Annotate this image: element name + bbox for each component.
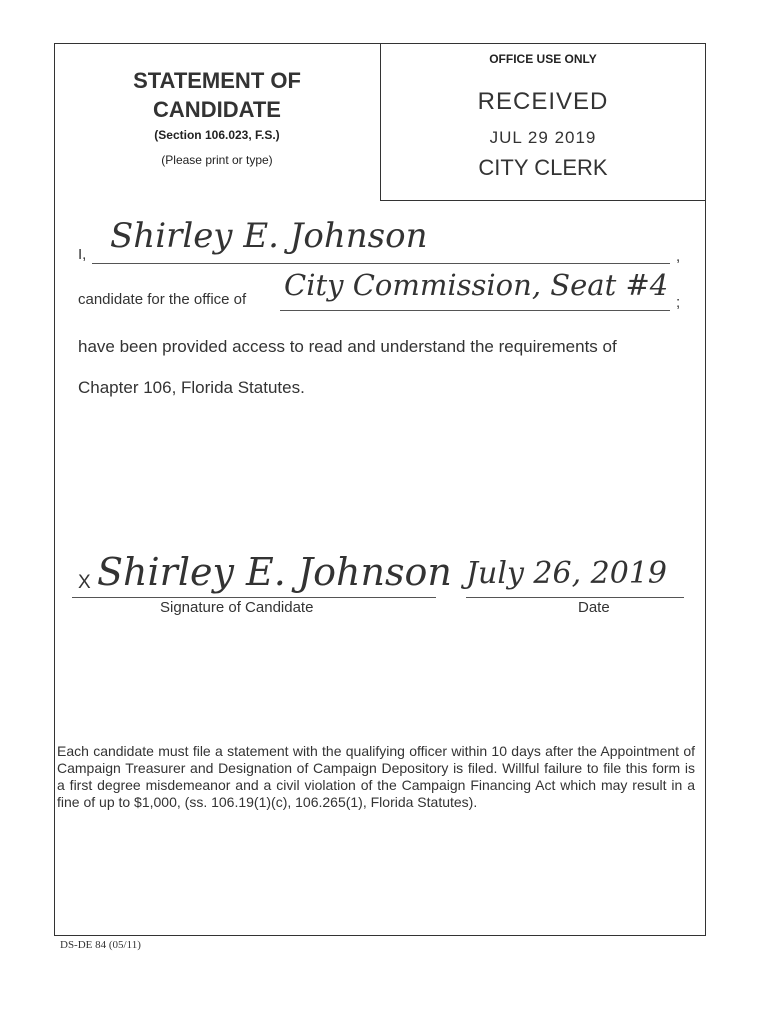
signature-underline: [72, 597, 436, 598]
signature-field[interactable]: Shirley E. Johnson: [97, 550, 452, 594]
received-stamp-date: JUL 29 2019: [489, 128, 597, 147]
office-field[interactable]: City Commission, Seat #4: [284, 268, 669, 302]
filing-notice: Each candidate must file a statement with the qualifying officer within 10 days after the Appointment of Campaign Treasurer and Designation of Campaign Depository is filed. Willful failure to file this form is a first degree misdemeanor and a civil violation of the Campaign Financing Act which may result in a fine of up to $1,000, (ss. 106.19(1)(c), 106.265(1), Florida Statutes).: [57, 743, 695, 810]
date-underline: [466, 597, 684, 598]
received-stamp-office: CITY CLERK: [478, 155, 608, 180]
date-label: Date: [578, 599, 610, 616]
form-title-line2: CANDIDATE: [153, 97, 281, 122]
statute-reference: (Section 106.023, F.S.): [154, 128, 280, 142]
candidate-name-field[interactable]: Shirley E. Johnson: [110, 216, 428, 256]
x-mark: X: [78, 572, 91, 593]
date-field[interactable]: July 26, 2019: [466, 556, 668, 591]
office-underline: [280, 310, 670, 311]
print-instruction: (Please print or type): [161, 153, 273, 167]
signature-label: Signature of Candidate: [160, 599, 314, 616]
statement-line1: have been provided access to read and understand the requirements of: [78, 337, 617, 356]
statement-line2: Chapter 106, Florida Statutes.: [78, 378, 305, 397]
office-label: candidate for the office of: [78, 291, 247, 308]
office-use-heading: OFFICE USE ONLY: [489, 52, 597, 66]
form-title-line1: STATEMENT OF: [133, 68, 301, 93]
office-semicolon: ;: [676, 294, 681, 311]
name-comma: ,: [676, 248, 681, 265]
received-stamp: RECEIVED: [477, 88, 609, 115]
form-title: [54, 66, 380, 124]
i-prefix: I,: [78, 246, 87, 263]
name-underline: [92, 263, 670, 264]
form-number: DS-DE 84 (05/11): [60, 939, 141, 951]
